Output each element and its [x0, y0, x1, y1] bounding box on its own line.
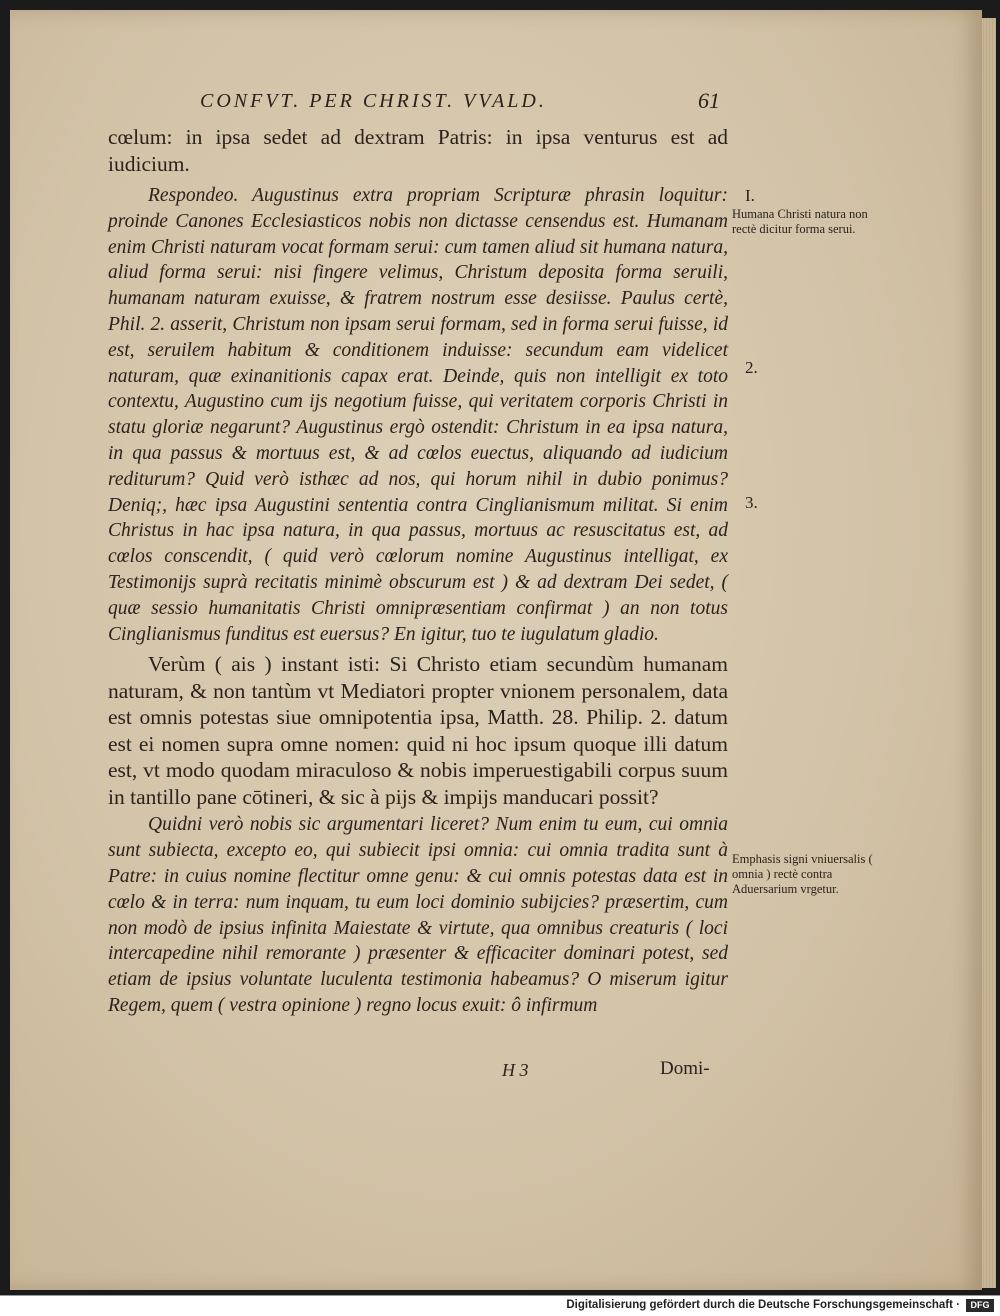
funding-notice: Digitalisierung gefördert durch die Deutsche Forschungsgemeinschaft ·: [566, 1299, 960, 1311]
main-text: [108, 124, 728, 1019]
catchword: Domi-: [660, 1058, 710, 1079]
margin-number-3: 3.: [745, 493, 758, 512]
margin-number-1: I.: [745, 186, 755, 205]
digitization-strip: [0, 1295, 1000, 1316]
paragraph-3: Verùm ( ais ) instant isti: Si Christo etiam secundùm humanam naturam, & non tantùm vt Mediatori propter vnionem personalem, data est omnis potestas siue omnipotentia ipsa, Matth. 28. Philip. 2. datum est ei nomen supra omne nomen: quid ni hoc ipsum quoque illi datum est, vt modo quodam miraculoso & nobis imperuestigabili corpus suum in tantillo pane cōtineri, & sic à pijs & impijs manducari possit?: [108, 652, 728, 809]
page-edge: [982, 18, 996, 1288]
sidenote-1: Humana Christi natura non rectè dicitur forma serui.: [732, 207, 868, 236]
signature-mark: H 3: [502, 1060, 529, 1080]
paragraph-2: Respondeo. Augustinus extra propriam Scripturæ phrasin loquitur: proinde Canones Ecclesiasticos nobis non dictasse censendus est. Humanam enim Christi naturam vocat formam serui: cum tamen aliud sit humana natura, aliud forma serui: nisi fingere velimus, Christum deposita forma seruili, humanam naturam exuisse, & fratrem nostrum esse desiisse. Paulus certè, Phil. 2. asserit, Christum non ipsam serui formam, sed in forma serui fuisse, id est, seruilem habitum & conditionem induisse: secundum eam videlicet naturam, quæ exinanitionis capax erat. Deinde, quis non intelligit ex toto contextu, Augustino cum ijs negotium fuisse, qui veritatem corporis Christi in statu gloriæ negarunt? Augustinus ergò ostendit: Christum in ea ipsa natura, in qua passus & mortuus est, & ad cœlos euectus, aliquando ad iudicium rediturum? Quid verò isthæc ad nos, qui horum nihil in dubio ponimus? Deniq;, hæc ipsa Augustini sententia contra Cinglianismum militat. Si enim Christus in hac ipsa natura, in qua passus, mortuus ac resuscitatus est, ad cœlos conscendit, ( quid verò cœlorum nomine Augustinus intelligat, ex Testimonijs suprà recitatis minimè obscurum est ) & ad dextram Dei sedet, ( quæ sessio humanitatis Christi omnipræsentiam confirmat ) an non totus Cinglianismus funditus est euersus? En igitur, tuo te iugulatum gladio.: [108, 185, 728, 645]
sidenote-2: Emphasis signi vniuersalis ( omnia ) rectè contra Aduersarium vrgetur.: [732, 852, 873, 896]
page-header: [200, 88, 720, 118]
margin-number-2: 2.: [745, 358, 758, 377]
paragraph-1: cœlum: in ipsa sedet ad dextram Patris: in ipsa venturus est ad iudicium.: [108, 125, 728, 176]
running-title: CONFVT. PER CHRIST. VVALD.: [200, 90, 547, 112]
paragraph-4: Quidni verò nobis sic argumentari liceret? Num enim tu eum, cui omnia sunt subiecta, excepto eo, qui subiecit ipsi omnia: cui omnia tradita sunt à Patre: in cuius nomine flectitur omne genu: & cui omnis potestas data est in cœlo & in terra: num inquam, tu eum loci dominio subijcies? præsertim, cum non modò de ipsius infinita Maiestate & virtute, qua omnibus creaturis ( loci intercapedine nihil remorante ) præsenter & efficaciter dominari potest, sed etiam de ipsius voluntate luculenta testimonia habeamus? O miserum igitur Regem, quem ( vestra opinione ) regno locus exuit: ô infirmum: [108, 814, 728, 1016]
dfg-logo: DFG: [966, 1299, 994, 1312]
page-number: 61: [698, 88, 720, 113]
